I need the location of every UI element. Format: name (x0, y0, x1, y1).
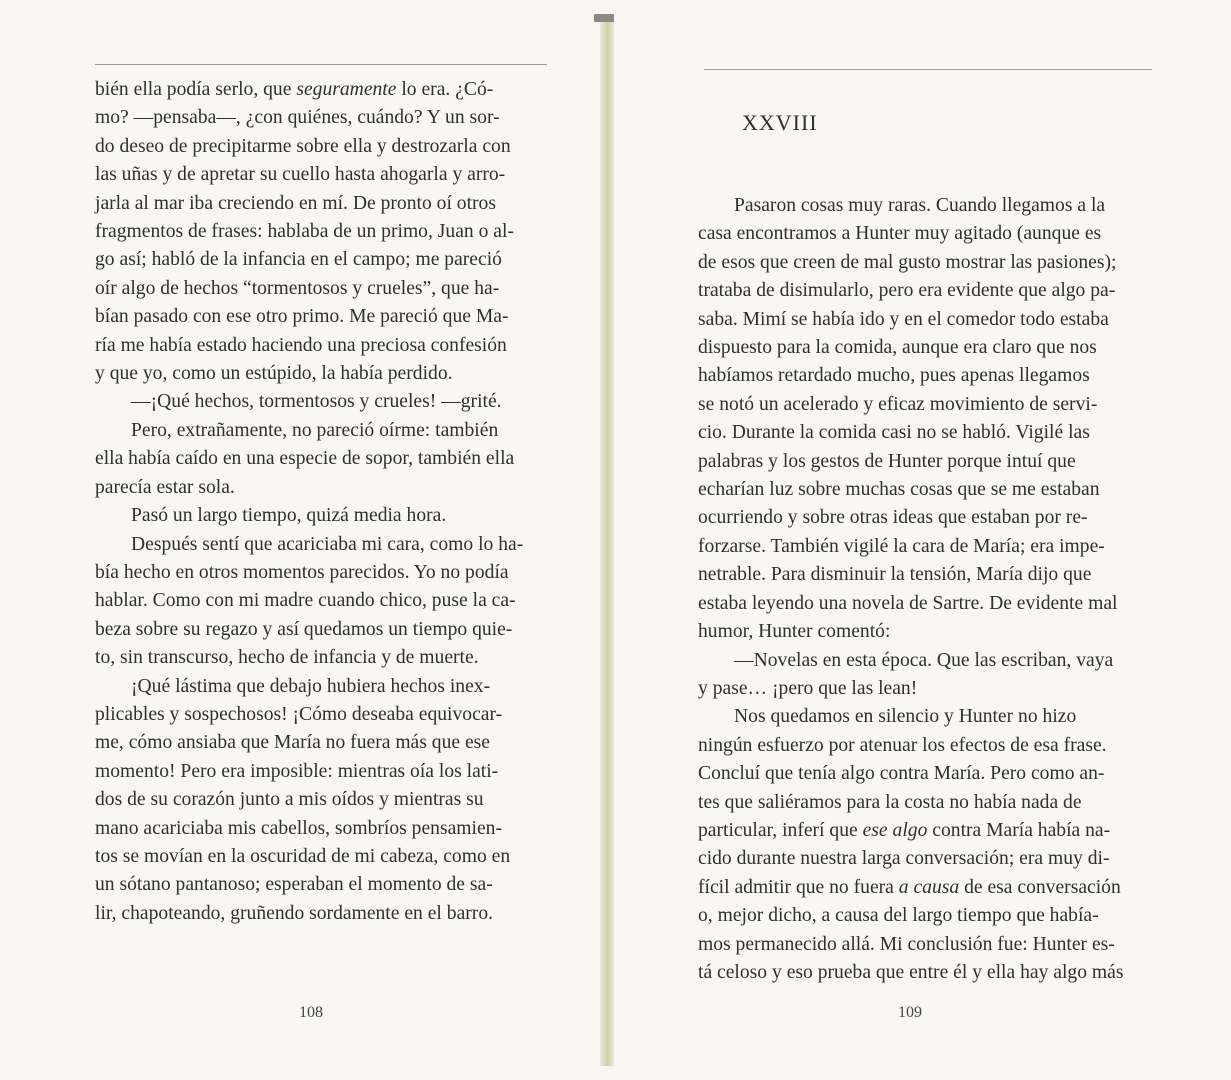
text-line: ningún esfuerzo por atenuar los efectos de esa frase. (698, 734, 1107, 756)
text-line: momento! Pero era imposible: mientras oía los lati- (95, 760, 499, 782)
text-line: Concluí que tenía algo contra María. Pero como an- (698, 763, 1105, 785)
text-line: Nos quedamos en silencio y Hunter no hizo (734, 706, 1077, 728)
text-line: dos de su corazón junto a mis oídos y mientras su (95, 789, 484, 811)
italic-word: a causa (898, 876, 960, 898)
book-gutter (600, 14, 614, 1066)
italic-word: seguramente (296, 79, 397, 100)
text-line: me, cómo ansiaba que María no fuera más que ese (95, 732, 490, 754)
text-line: estaba leyendo una novela de Sartre. De evidente mal (698, 592, 1118, 614)
text-line: bién ella podía serlo, que seguramente lo era. ¿Có- (95, 79, 494, 100)
text-line: tos se movían en la oscuridad de mi cabeza, como en (95, 845, 511, 867)
text-line: tá celoso y eso prueba que entre él y ella hay algo más (698, 961, 1124, 983)
text-line: las uñas y de apretar su cuello hasta ahogarla y arro- (95, 164, 506, 186)
text-line: bían pasado con ese otro primo. Me pareció que Ma- (95, 306, 509, 328)
text-line: dispuesto para la comida, aunque era claro que nos (698, 337, 1097, 359)
text-line: go así; habló de la infancia en el campo; me pareció (95, 249, 502, 271)
text-line: Pasaron cosas muy raras. Cuando llegamos a la (734, 195, 1106, 216)
text-line: palabras y los gestos de Hunter porque intuí que (698, 450, 1076, 472)
text-line: y que yo, como un estúpido, la había perdido. (95, 363, 453, 385)
page-number: 109 (898, 1004, 922, 1021)
text-line: mano acariciaba mis cabellos, sombríos pensamien- (95, 817, 502, 839)
text-line: Pasó un largo tiempo, quizá media hora. (131, 505, 447, 527)
text-line: beza sobre su regazo y así quedamos un tiempo quie- (95, 618, 513, 640)
text-line: un sótano pantanoso; esperaban el momento de sa- (95, 874, 493, 896)
text-line: ¡Qué lástima que debajo hubiera hechos inex- (131, 675, 491, 697)
text-line: tes que saliéramos para la costa no había nada de (698, 791, 1082, 813)
text-line: habíamos retardado mucho, pues apenas llegamos (698, 365, 1090, 387)
text-line: fragmentos de frases: hablaba de un primo, Juan o al- (95, 221, 514, 243)
text-line: cio. Durante la comida casi no se habló. Vigilé las (698, 422, 1090, 444)
text-line: bía hecho en otros momentos parecidos. Yo no podía (95, 561, 509, 583)
text-line: oír algo de hechos “tormentosos y crueles”, que ha- (95, 277, 500, 299)
text-line: casa encontramos a Hunter muy agitado (aunque es (698, 223, 1102, 245)
italic-word: ese algo (862, 819, 928, 841)
text-line: parecía estar sola. (95, 476, 235, 498)
text-line: jarla al mar iba creciendo en mí. De pronto oí otros (95, 192, 496, 214)
text-line: Pero, extrañamente, no pareció oírme: también (131, 419, 499, 441)
text-line: —¡Qué hechos, tormentosos y crueles! —grité. (131, 391, 502, 413)
text-line: de esos que creen de mal gusto mostrar las pasiones); (698, 251, 1117, 273)
text-line: y pase… ¡pero que las lean! (698, 677, 918, 699)
text-line: saba. Mimí se había ido y en el comedor todo estaba (698, 308, 1109, 330)
text-line: particular, inferí que ese algo contra María había na- (698, 819, 1111, 841)
text-line: humor, Hunter comentó: (698, 621, 891, 643)
right-page (614, 0, 1231, 1080)
text-line: Después sentí que acariciaba mi cara, como lo ha- (131, 533, 524, 555)
left-body-text (95, 76, 547, 928)
text-line: forzarse. También vigilé la cara de María; era impe- (698, 535, 1105, 557)
text-line: netrable. Para disminuir la tensión, María dijo que (698, 564, 1092, 586)
chapter-heading: XXVIII (742, 110, 818, 135)
text-line: —Novelas en esta época. Que las escriban, vaya (734, 649, 1114, 671)
right-body-text (698, 192, 1148, 987)
text-line: lir, chapoteando, gruñendo sordamente en el barro. (95, 902, 494, 924)
text-line: mos permanecido allá. Mi conclusión fue: Hunter es- (698, 933, 1115, 955)
text-line: echarían luz sobre muchas cosas que se me estaban (698, 479, 1100, 501)
text-line: se notó un acelerado y eficaz movimiento de servi- (698, 393, 1098, 415)
text-line: o, mejor dicho, a causa del largo tiempo que había- (698, 905, 1099, 927)
header-rule (95, 64, 547, 65)
text-line: ocurriendo y sobre otras ideas que estaban por re- (698, 507, 1088, 529)
header-rule (704, 69, 1152, 70)
text-line: ría me había estado haciendo una preciosa confesión (95, 334, 507, 356)
text-line: to, sin transcurso, hecho de infancia y de muerte. (95, 647, 479, 669)
text-line: do deseo de precipitarme sobre ella y destrozarla con (95, 135, 511, 157)
text-line: cido durante nuestra larga conversación; era muy di- (698, 848, 1110, 870)
text-line: ella había caído en una especie de sopor, también ella (95, 448, 515, 470)
text-line: trataba de disimularlo, pero era evidente que algo pa- (698, 280, 1116, 302)
text-line: fícil admitir que no fuera a causa de esa conversación (698, 876, 1121, 898)
page-number: 108 (299, 1004, 323, 1021)
text-line: plicables y sospechosos! ¡Cómo deseaba equivocar- (95, 703, 503, 725)
text-line: mo? —pensaba—, ¿con quiénes, cuándo? Y un sor- (95, 107, 500, 129)
text-line: hablar. Como con mi madre cuando chico, puse la ca- (95, 590, 516, 612)
left-page (0, 0, 606, 1080)
